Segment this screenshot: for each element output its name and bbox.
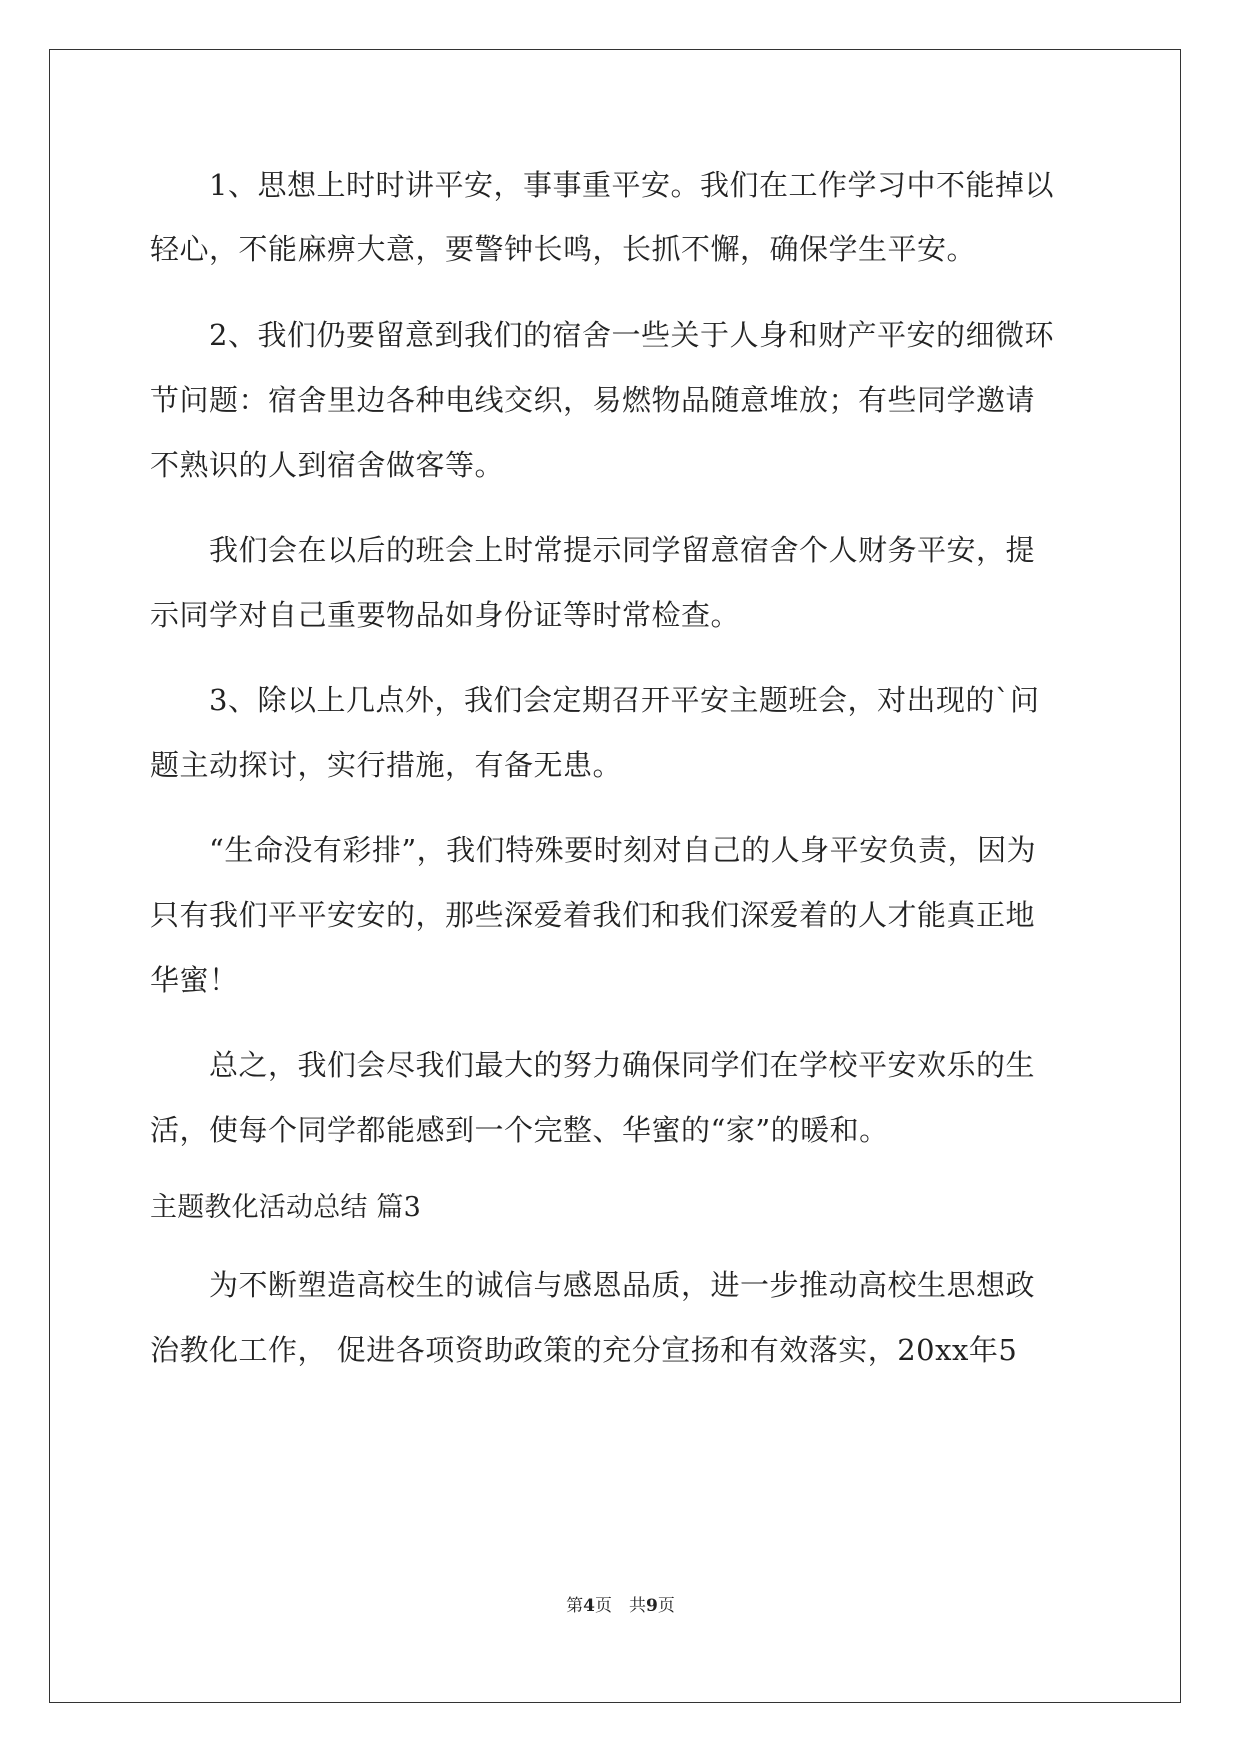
text-line: 示同学对自己重要物品如身份证等时常检查。 bbox=[150, 598, 741, 632]
text-line: 华蜜！ bbox=[150, 963, 239, 997]
text-line: 3、除以上几点外，我们会定期召开平安主题班会，对出现的`问 bbox=[150, 683, 1040, 717]
text-line: 为不断塑造高校生的诚信与感恩品质，进一步推动高校生思想政 bbox=[150, 1268, 1036, 1302]
text-line: 治教化工作， 促进各项资助政策的充分宣扬和有效落实，20xx年5 bbox=[150, 1333, 1018, 1367]
section-heading: 主题教化活动总结 篇3 bbox=[150, 1192, 421, 1223]
text-line: 总之，我们会尽我们最大的努力确保同学们在学校平安欢乐的生 bbox=[150, 1048, 1036, 1082]
total-page-number: 9 bbox=[646, 1596, 658, 1616]
text-line: 活，使每个同学都能感到一个完整、华蜜的“家”的暖和。 bbox=[150, 1113, 889, 1147]
text-line: 不熟识的人到宿舍做客等。 bbox=[150, 448, 505, 482]
page-footer bbox=[0, 1594, 1241, 1618]
text-line: 2、我们仍要留意到我们的宿舍一些关于人身和财产平安的细微环 bbox=[150, 318, 1054, 352]
footer-suffix: 页 bbox=[657, 1596, 675, 1616]
page-border bbox=[49, 49, 1181, 1703]
text-line: “生命没有彩排”，我们特殊要时刻对自己的人身平安负责，因为 bbox=[150, 833, 1037, 867]
text-line: 轻心，不能麻痹大意，要警钟长鸣，长抓不懈，确保学生平安。 bbox=[150, 232, 977, 266]
text-line: 题主动探讨，实行措施，有备无患。 bbox=[150, 748, 623, 782]
footer-prefix: 第 bbox=[566, 1596, 584, 1616]
text-line: 节问题：宿舍里边各种电线交织，易燃物品随意堆放；有些同学邀请 bbox=[150, 383, 1036, 417]
text-line: 只有我们平平安安的，那些深爱着我们和我们深爱着的人才能真正地 bbox=[150, 898, 1036, 932]
text-line: 1、思想上时时讲平安，事事重平安。我们在工作学习中不能掉以 bbox=[150, 168, 1054, 202]
text-line: 我们会在以后的班会上时常提示同学留意宿舍个人财务平安，提 bbox=[150, 533, 1036, 567]
current-page-number: 4 bbox=[583, 1596, 595, 1616]
footer-mid: 页 共 bbox=[595, 1596, 646, 1616]
